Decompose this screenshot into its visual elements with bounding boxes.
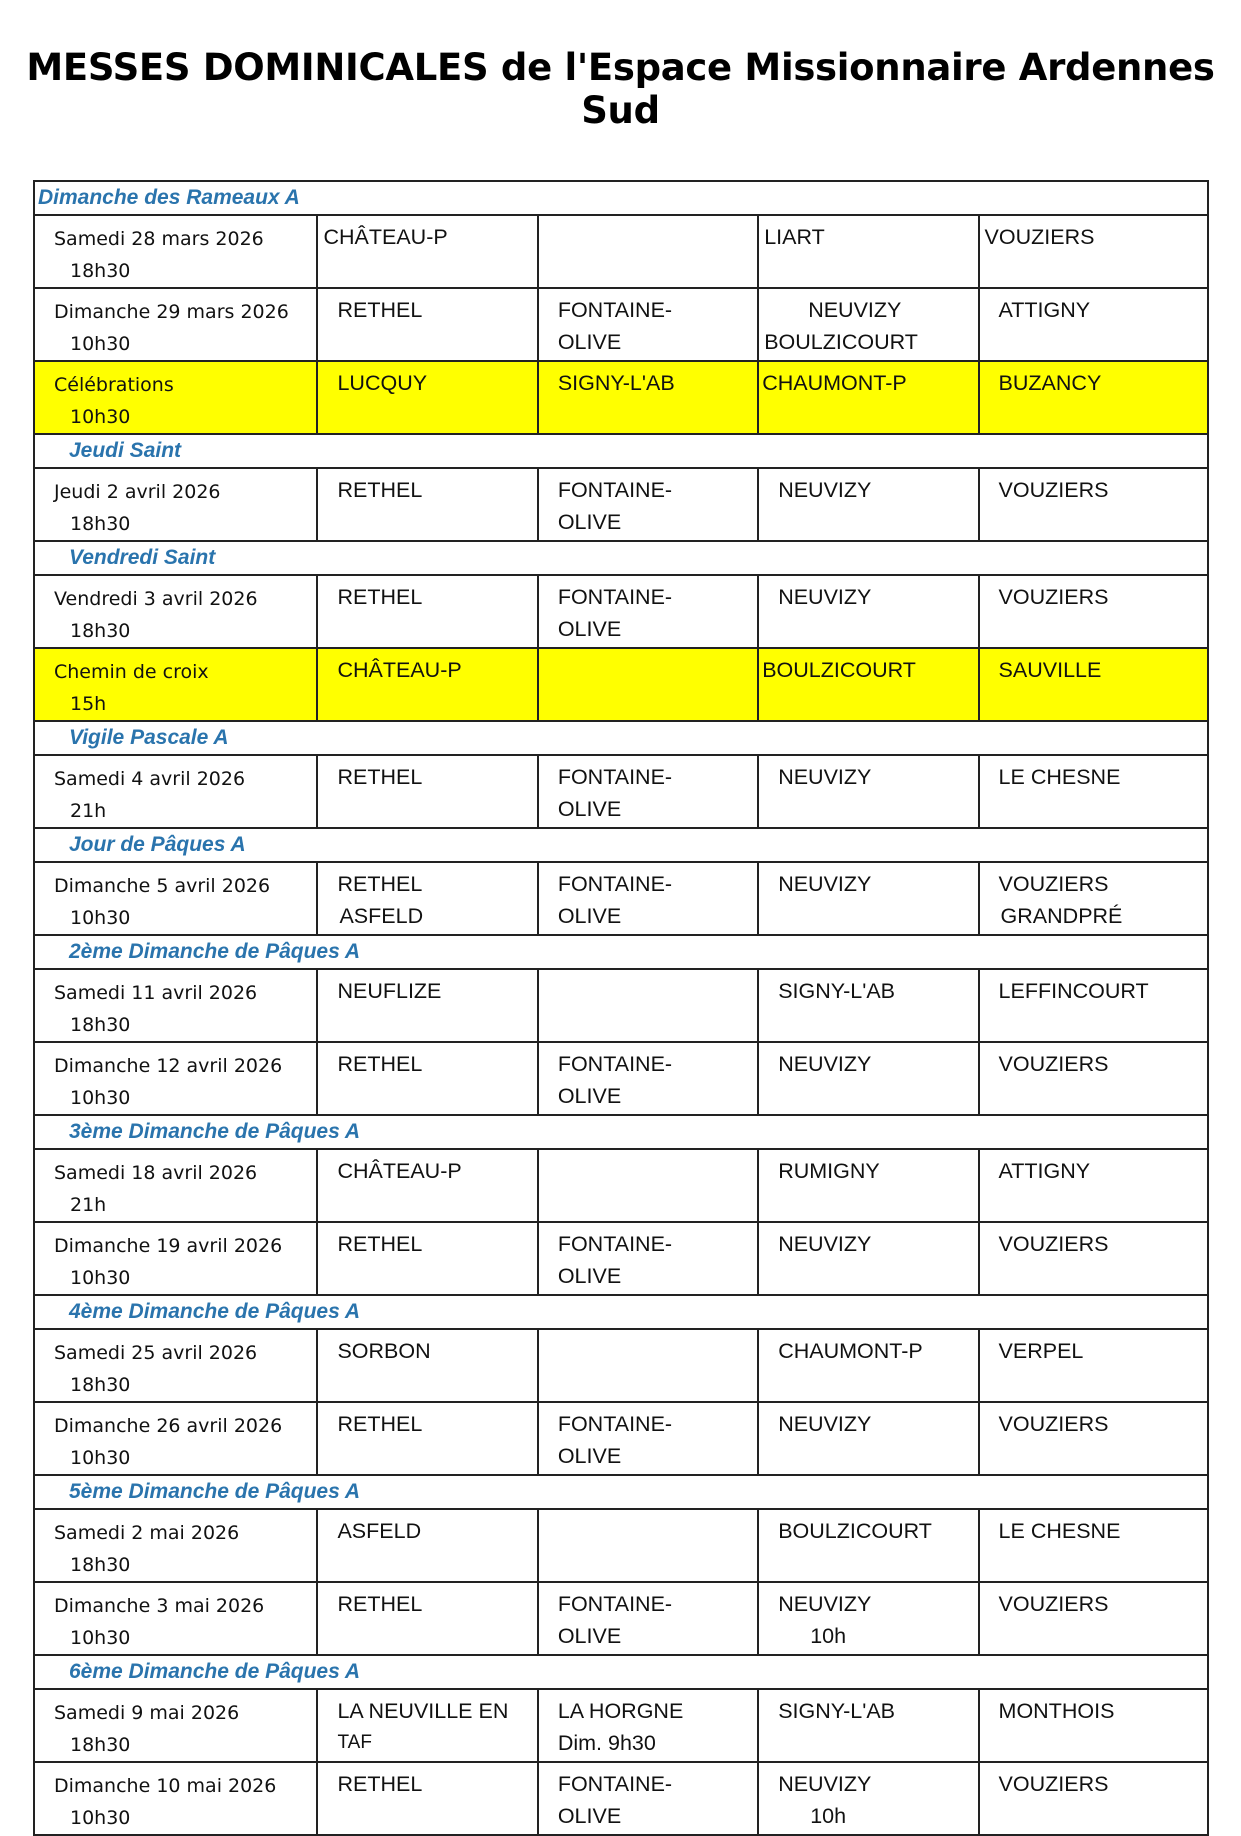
location-name: CHÂTEAU-P <box>323 225 448 249</box>
date-label: Samedi 4 avril 2026 <box>54 768 246 790</box>
location-name: SIGNY-L'AB <box>557 371 675 395</box>
location-cell <box>979 1149 1208 1222</box>
time-label: 10h30 <box>70 1807 131 1829</box>
schedule-row <box>34 215 1208 288</box>
date-cell <box>34 1042 317 1115</box>
date-cell <box>34 755 317 828</box>
time-label: 10h30 <box>70 333 131 355</box>
schedule-row <box>34 1762 1208 1835</box>
time-label: 10h30 <box>70 1627 131 1649</box>
date-cell <box>34 648 317 721</box>
date-label: Dimanche 12 avril 2026 <box>54 1055 283 1077</box>
location-name: NEUVIZY <box>778 1592 872 1616</box>
schedule-row <box>34 1329 1208 1402</box>
section-heading: 4ème Dimanche de Pâques A <box>34 1295 1208 1329</box>
location-cell <box>758 755 978 828</box>
schedule-row <box>34 1042 1208 1115</box>
schedule-row <box>34 288 1208 361</box>
date-label: Chemin de croix <box>54 661 209 683</box>
location-cell <box>979 1582 1208 1655</box>
location-name: RETHEL <box>337 1592 423 1616</box>
location-name: CHAUMONT-P <box>762 371 907 395</box>
date-label: Samedi 28 mars 2026 <box>54 228 264 250</box>
location-cell <box>979 862 1208 935</box>
schedule-row <box>34 1689 1208 1762</box>
time-label: 18h30 <box>70 1014 131 1036</box>
location-name: ATTIGNY <box>998 1159 1091 1183</box>
location-name: SIGNY-L'AB <box>778 1699 896 1723</box>
location-cell <box>758 1509 978 1582</box>
location-cell <box>317 648 537 721</box>
schedule-row <box>34 969 1208 1042</box>
section-heading: Jour de Pâques A <box>34 828 1208 862</box>
location-cell <box>317 1149 537 1222</box>
location-name: FONTAINE- <box>557 298 673 322</box>
date-label: Samedi 9 mai 2026 <box>54 1702 240 1724</box>
section-heading-row <box>34 721 1208 755</box>
location-cell <box>538 1149 758 1222</box>
location-name: NEUVIZY <box>778 1232 872 1256</box>
section-heading-row <box>34 1655 1208 1689</box>
section-heading-row <box>34 1115 1208 1149</box>
location-cell <box>538 215 758 288</box>
date-label: Vendredi 3 avril 2026 <box>54 588 258 610</box>
location-name: CHAUMONT-P <box>778 1339 923 1363</box>
location-name: VOUZIERS <box>998 585 1109 609</box>
location-cell <box>758 1689 978 1762</box>
schedule-row <box>34 575 1208 648</box>
location-name: NEUVIZY <box>778 585 872 609</box>
location-cell <box>538 862 758 935</box>
location-name: SIGNY-L'AB <box>778 979 896 1003</box>
location-cell <box>979 1762 1208 1835</box>
section-heading: Dimanche des Rameaux A <box>34 181 1208 215</box>
date-cell <box>34 1689 317 1762</box>
date-label: Samedi 18 avril 2026 <box>54 1162 258 1184</box>
location-cell <box>538 1402 758 1475</box>
location-cell <box>758 1762 978 1835</box>
location-name: RETHEL <box>337 1412 423 1436</box>
location-name: SORBON <box>337 1339 431 1363</box>
location-name: FONTAINE- <box>557 585 673 609</box>
location-cell <box>317 1582 537 1655</box>
location-cell <box>317 1509 537 1582</box>
location-cell <box>317 288 537 361</box>
location-name: FONTAINE- <box>557 1772 673 1796</box>
location-name: FONTAINE- <box>557 478 673 502</box>
date-label: Samedi 25 avril 2026 <box>54 1342 258 1364</box>
location-name: RETHEL <box>337 1772 423 1796</box>
location-name: 10h <box>810 1624 847 1648</box>
location-cell <box>538 288 758 361</box>
location-cell <box>538 575 758 648</box>
location-cell <box>317 1222 537 1295</box>
location-cell <box>758 468 978 541</box>
location-cell <box>758 1582 978 1655</box>
location-name: NEUVIZY <box>778 1772 872 1796</box>
location-name: OLIVE <box>557 510 622 534</box>
location-name: NEUVIZY <box>778 872 872 896</box>
location-cell <box>538 1222 758 1295</box>
location-cell <box>758 361 978 434</box>
location-cell <box>317 468 537 541</box>
page-title: MESSES DOMINICALES de l'Espace Missionnaire Ardennes Sud <box>26 46 1215 132</box>
date-cell <box>34 1582 317 1655</box>
location-name: NEUFLIZE <box>337 979 442 1003</box>
location-cell <box>317 755 537 828</box>
location-name: VOUZIERS <box>998 1052 1109 1076</box>
section-heading-row <box>34 828 1208 862</box>
location-cell <box>979 361 1208 434</box>
location-cell <box>979 1689 1208 1762</box>
location-name: LE CHESNE <box>998 765 1121 789</box>
date-cell <box>34 468 317 541</box>
location-name: SAUVILLE <box>998 658 1102 682</box>
schedule-row <box>34 1582 1208 1655</box>
location-name: ASFELD <box>339 904 424 928</box>
location-name: FONTAINE- <box>557 1232 673 1256</box>
date-cell <box>34 1762 317 1835</box>
location-cell <box>538 1329 758 1402</box>
location-name: NEUVIZY <box>778 478 872 502</box>
section-heading-row <box>34 434 1208 468</box>
location-cell <box>538 468 758 541</box>
section-heading-row <box>34 541 1208 575</box>
location-name: OLIVE <box>557 617 622 641</box>
location-cell <box>317 969 537 1042</box>
location-name: RETHEL <box>337 298 423 322</box>
date-cell <box>34 1149 317 1222</box>
date-cell <box>34 575 317 648</box>
location-cell <box>538 361 758 434</box>
location-name: RETHEL <box>337 765 423 789</box>
location-name: NEUVIZY <box>808 298 902 322</box>
section-heading-row <box>34 181 1208 215</box>
location-name: CHÂTEAU-P <box>337 1159 462 1183</box>
location-cell <box>538 755 758 828</box>
location-name: LIART <box>764 225 825 249</box>
location-cell <box>317 575 537 648</box>
location-cell <box>758 1222 978 1295</box>
time-label: 21h <box>70 800 107 822</box>
location-cell <box>538 1689 758 1762</box>
section-heading: Vigile Pascale A <box>34 721 1208 755</box>
location-name: RETHEL <box>337 872 423 896</box>
date-cell <box>34 288 317 361</box>
date-label: Jeudi 2 avril 2026 <box>54 481 221 503</box>
location-cell <box>317 1402 537 1475</box>
location-cell <box>979 969 1208 1042</box>
location-cell <box>979 1329 1208 1402</box>
location-name: BOULZICOURT <box>778 1519 932 1543</box>
location-cell <box>979 1402 1208 1475</box>
time-label: 18h30 <box>70 1554 131 1576</box>
location-name: RETHEL <box>337 478 423 502</box>
schedule-row <box>34 1222 1208 1295</box>
schedule-row <box>34 361 1208 434</box>
location-name: Dim. 9h30 <box>557 1731 656 1755</box>
location-name: ATTIGNY <box>998 298 1091 322</box>
location-cell <box>758 215 978 288</box>
time-label: 21h <box>70 1194 107 1216</box>
date-cell <box>34 1222 317 1295</box>
section-heading: 5ème Dimanche de Pâques A <box>34 1475 1208 1509</box>
date-label: Dimanche 29 mars 2026 <box>54 301 289 323</box>
location-name: LE CHESNE <box>998 1519 1121 1543</box>
location-name: BOULZICOURT <box>762 658 916 682</box>
location-name: RUMIGNY <box>778 1159 880 1183</box>
location-name: RETHEL <box>337 1052 423 1076</box>
location-cell <box>317 1042 537 1115</box>
location-name: OLIVE <box>557 1624 622 1648</box>
date-label: Dimanche 3 mai 2026 <box>54 1595 265 1617</box>
date-label: Dimanche 10 mai 2026 <box>54 1775 277 1797</box>
location-name: RETHEL <box>337 585 423 609</box>
date-label: Samedi 11 avril 2026 <box>54 982 258 1004</box>
location-name: TAF <box>337 1732 372 1753</box>
location-cell <box>979 288 1208 361</box>
date-cell <box>34 1509 317 1582</box>
date-cell <box>34 1329 317 1402</box>
location-name: LUCQUY <box>337 371 428 395</box>
location-name: LA HORGNE <box>557 1699 684 1723</box>
location-cell <box>317 1762 537 1835</box>
time-label: 10h30 <box>70 1447 131 1469</box>
location-name: VOUZIERS <box>998 1592 1109 1616</box>
section-heading-row <box>34 1475 1208 1509</box>
location-cell <box>758 1042 978 1115</box>
date-cell <box>34 361 317 434</box>
location-cell <box>979 575 1208 648</box>
date-cell <box>34 969 317 1042</box>
location-name: VOUZIERS <box>998 1232 1109 1256</box>
location-cell <box>979 648 1208 721</box>
date-label: Célébrations <box>54 374 174 396</box>
location-name: OLIVE <box>557 1444 622 1468</box>
location-name: BOULZICOURT <box>764 330 918 354</box>
location-cell <box>538 1762 758 1835</box>
location-name: VOUZIERS <box>998 478 1109 502</box>
location-name: FONTAINE- <box>557 1592 673 1616</box>
location-name: NEUVIZY <box>778 1052 872 1076</box>
time-label: 18h30 <box>70 513 131 535</box>
location-name: FONTAINE- <box>557 872 673 896</box>
date-cell <box>34 1402 317 1475</box>
location-cell <box>979 1222 1208 1295</box>
location-cell <box>758 288 978 361</box>
location-name: OLIVE <box>557 330 622 354</box>
location-name: GRANDPRÉ <box>1000 904 1123 928</box>
time-label: 18h30 <box>70 1374 131 1396</box>
section-heading: Jeudi Saint <box>34 434 1208 468</box>
time-label: 18h30 <box>70 260 131 282</box>
location-cell <box>979 468 1208 541</box>
schedule-row <box>34 755 1208 828</box>
location-name: CHÂTEAU-P <box>337 658 462 682</box>
location-name: VOUZIERS <box>998 1772 1109 1796</box>
location-name: NEUVIZY <box>778 765 872 789</box>
location-name: OLIVE <box>557 797 622 821</box>
location-name: VERPEL <box>998 1339 1084 1363</box>
date-label: Samedi 2 mai 2026 <box>54 1522 240 1544</box>
location-cell <box>758 575 978 648</box>
date-cell <box>34 215 317 288</box>
time-label: 10h30 <box>70 1267 131 1289</box>
location-name: NEUVIZY <box>778 1412 872 1436</box>
date-label: Dimanche 26 avril 2026 <box>54 1415 283 1437</box>
schedule-row <box>34 468 1208 541</box>
location-cell <box>979 1042 1208 1115</box>
location-cell <box>979 215 1208 288</box>
time-label: 10h30 <box>70 1087 131 1109</box>
location-name: MONTHOIS <box>998 1699 1115 1723</box>
location-cell <box>538 648 758 721</box>
location-cell <box>758 1402 978 1475</box>
schedule-row <box>34 1149 1208 1222</box>
location-name: FONTAINE- <box>557 1412 673 1436</box>
location-cell <box>538 969 758 1042</box>
section-heading: 2ème Dimanche de Pâques A <box>34 935 1208 969</box>
schedule-row <box>34 1509 1208 1582</box>
location-cell <box>758 1329 978 1402</box>
location-name: VOUZIERS <box>998 1412 1109 1436</box>
date-cell <box>34 862 317 935</box>
section-heading: 6ème Dimanche de Pâques A <box>34 1655 1208 1689</box>
section-heading: Vendredi Saint <box>34 541 1208 575</box>
section-heading-row <box>34 1295 1208 1329</box>
location-cell <box>538 1509 758 1582</box>
location-name: BUZANCY <box>998 371 1102 395</box>
section-heading: 3ème Dimanche de Pâques A <box>34 1115 1208 1149</box>
location-cell <box>317 1329 537 1402</box>
location-cell <box>538 1042 758 1115</box>
location-cell <box>758 1149 978 1222</box>
section-heading-row <box>34 935 1208 969</box>
location-cell <box>758 862 978 935</box>
location-name: LA NEUVILLE EN <box>337 1699 509 1723</box>
location-cell <box>317 862 537 935</box>
location-name: FONTAINE- <box>557 765 673 789</box>
location-cell <box>758 969 978 1042</box>
time-label: 10h30 <box>70 406 131 428</box>
date-label: Dimanche 5 avril 2026 <box>54 875 271 897</box>
location-cell <box>317 215 537 288</box>
location-cell <box>979 1509 1208 1582</box>
time-label: 10h30 <box>70 907 131 929</box>
mass-schedule-table <box>33 180 1209 1836</box>
location-name: OLIVE <box>557 1264 622 1288</box>
location-name: FONTAINE- <box>557 1052 673 1076</box>
location-cell <box>317 1689 537 1762</box>
location-name: OLIVE <box>557 1084 622 1108</box>
schedule-row <box>34 1402 1208 1475</box>
time-label: 18h30 <box>70 620 131 642</box>
time-label: 18h30 <box>70 1734 131 1756</box>
location-name: OLIVE <box>557 904 622 928</box>
location-cell <box>979 755 1208 828</box>
location-cell <box>317 361 537 434</box>
location-name: VOUZIERS <box>998 872 1109 896</box>
location-name: VOUZIERS <box>984 225 1095 249</box>
schedule-row <box>34 862 1208 935</box>
location-cell <box>538 1582 758 1655</box>
date-label: Dimanche 19 avril 2026 <box>54 1235 283 1257</box>
location-cell <box>758 648 978 721</box>
location-name: LEFFINCOURT <box>998 979 1149 1003</box>
location-name: OLIVE <box>557 1804 622 1828</box>
location-name: ASFELD <box>337 1519 422 1543</box>
schedule-row <box>34 648 1208 721</box>
time-label: 15h <box>70 693 107 715</box>
location-name: RETHEL <box>337 1232 423 1256</box>
location-name: 10h <box>810 1804 847 1828</box>
